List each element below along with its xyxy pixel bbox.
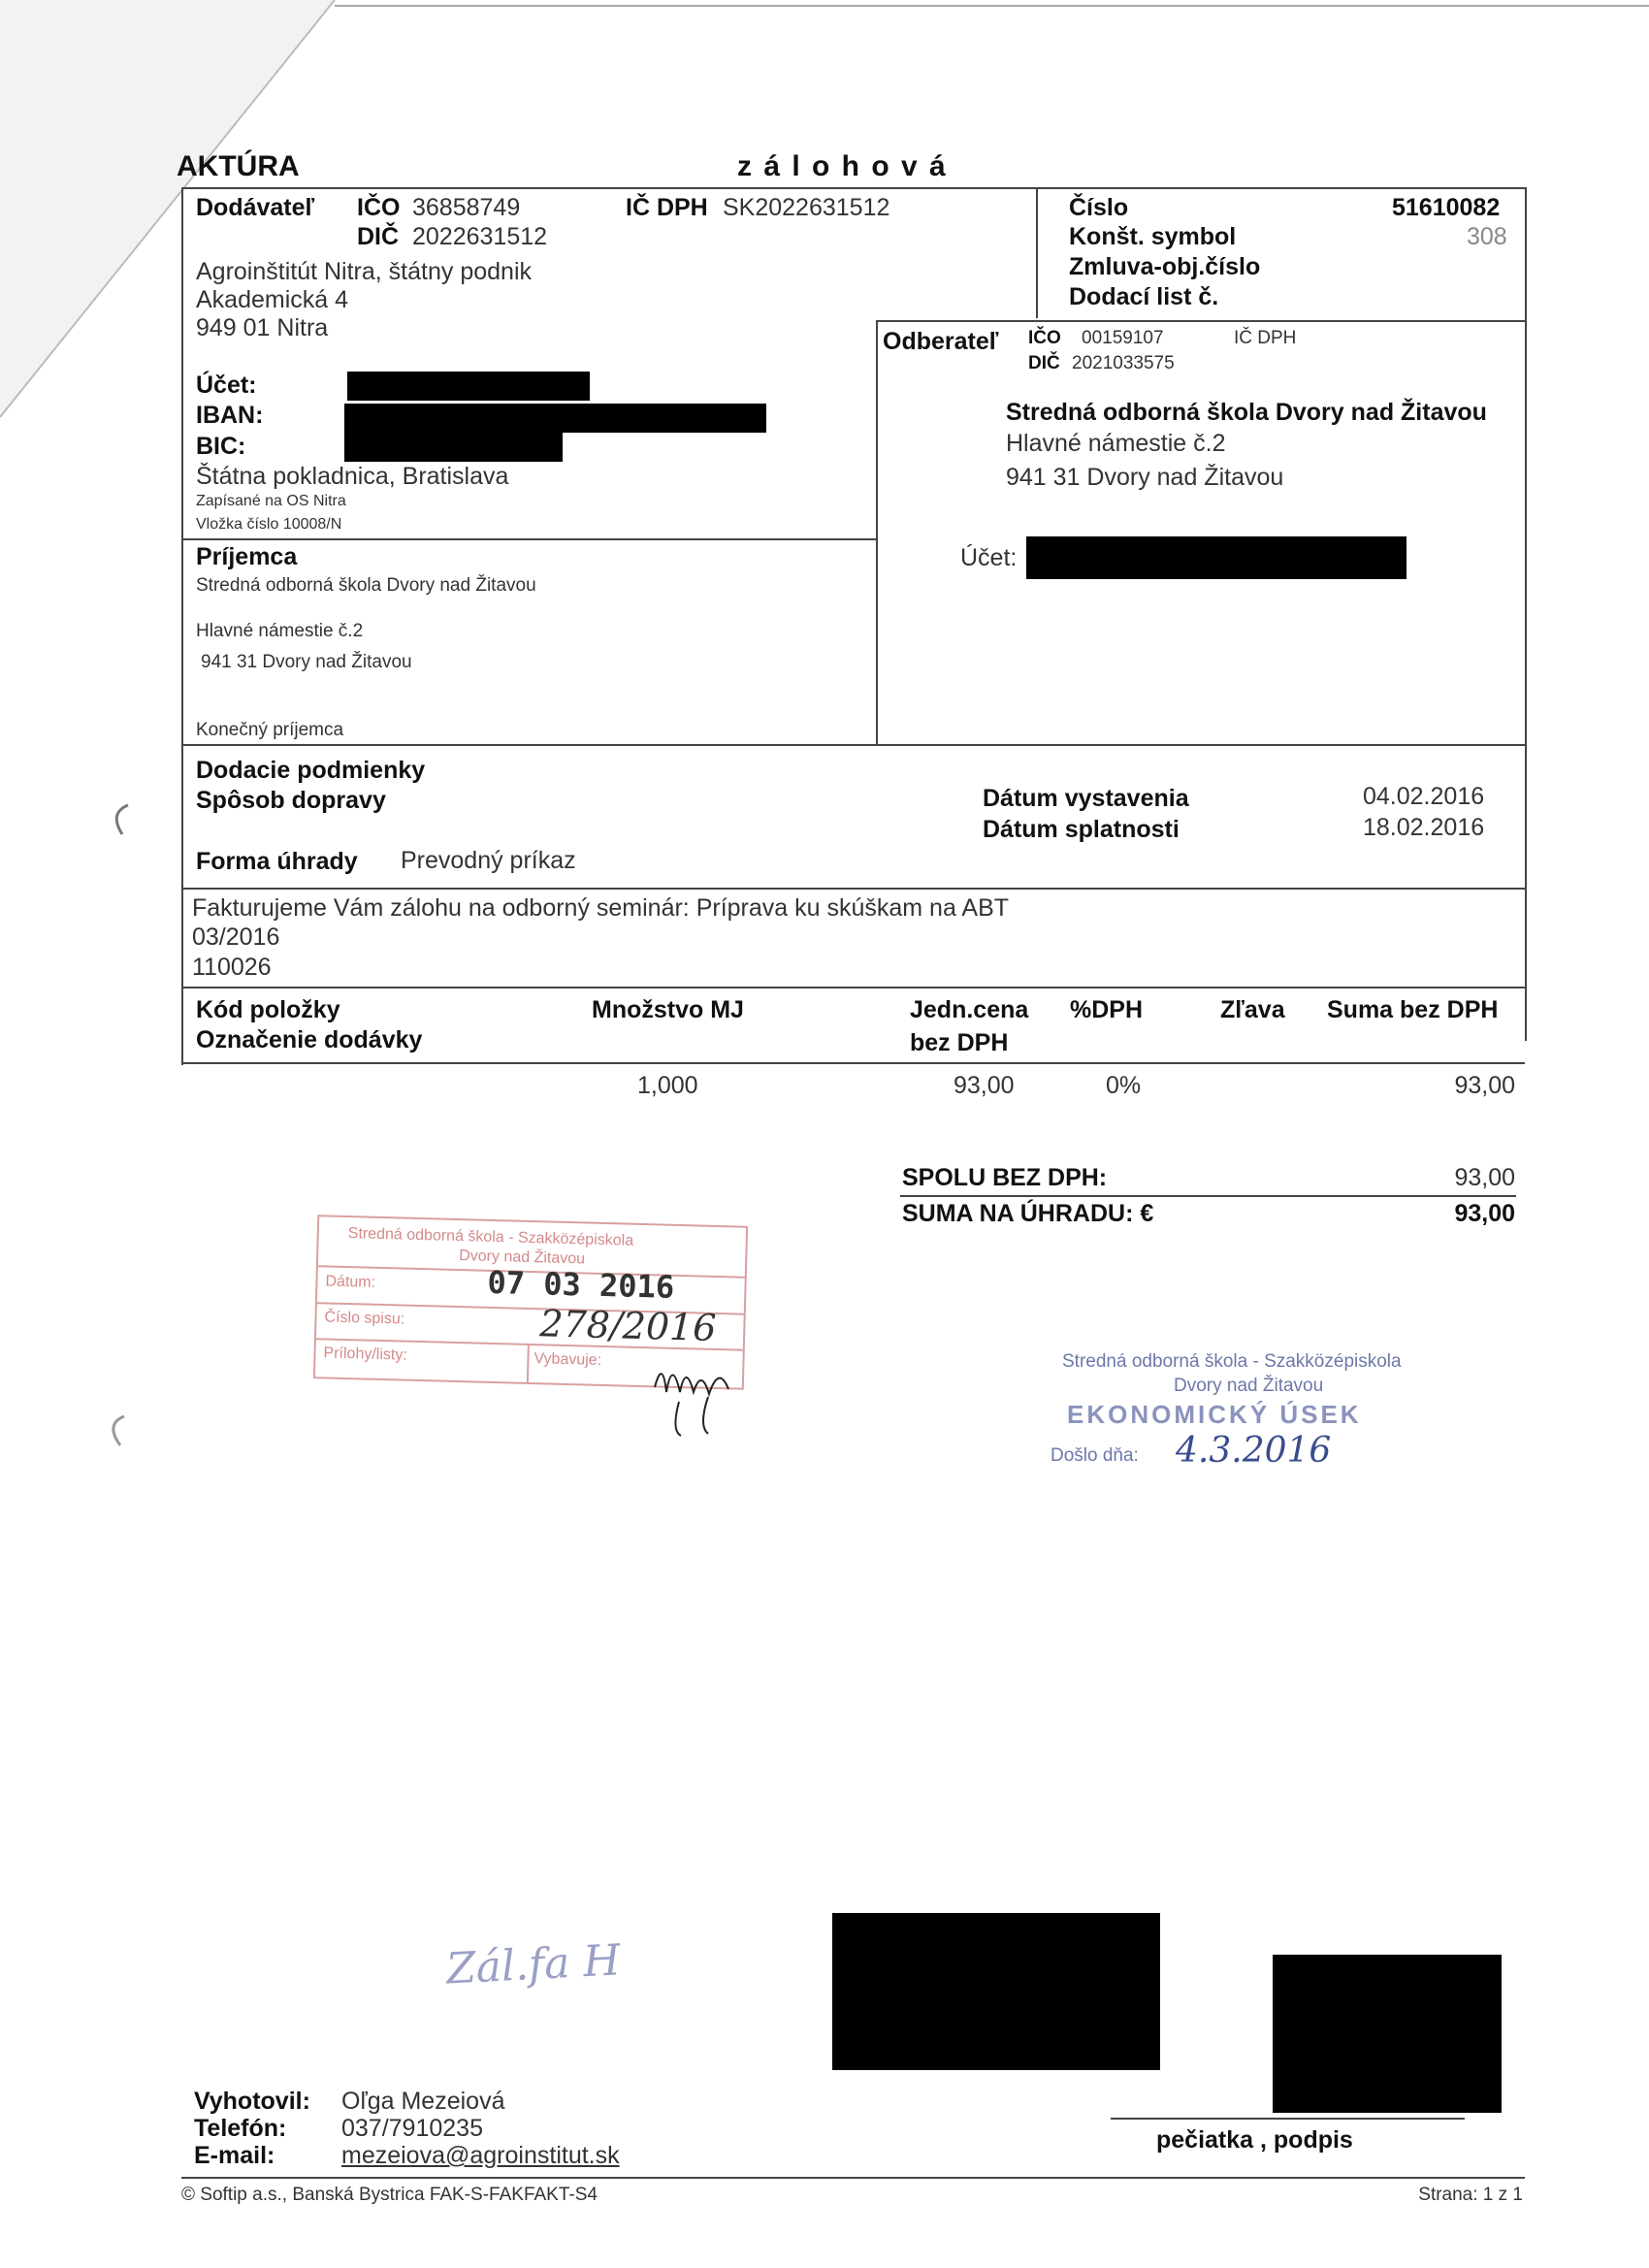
handler-initials-signature	[640, 1344, 747, 1441]
footer-divider	[181, 2177, 1525, 2179]
supplier-iban-label: IBAN:	[196, 402, 264, 429]
issue-date: 04.02.2016	[1363, 783, 1485, 810]
items-header-vat: %DPH	[1070, 996, 1144, 1023]
items-header-code: Kód položky	[196, 996, 340, 1023]
frame-terms-top	[181, 744, 1525, 746]
description-line3: 110026	[192, 954, 272, 981]
supplier-bank: Štátna pokladnica, Bratislava	[196, 463, 509, 490]
registry-stamp-school: Stredná odborná škola - Szakközépiskola	[347, 1225, 634, 1249]
transport-label: Spôsob dopravy	[196, 787, 386, 814]
email-link[interactable]: mezeiova@agroinstitut.sk	[341, 2142, 620, 2169]
phone: 037/7910235	[341, 2115, 483, 2142]
supplier-icdph: SK2022631512	[723, 194, 890, 221]
customer-label: Odberateľ	[883, 328, 999, 355]
frame-customer-top	[876, 320, 1526, 322]
frame-items-top	[181, 987, 1525, 988]
invoice-number: 51610082	[1392, 194, 1501, 221]
total-due-label: SUMA NA ÚHRADU: €	[902, 1200, 1154, 1227]
supplier-registration: Zapísané na OS Nitra	[196, 493, 346, 509]
items-header-discount: Zľava	[1220, 996, 1285, 1023]
subtotal: 93,00	[1454, 1164, 1515, 1191]
registry-stamp-date: 07 03 2016	[487, 1263, 675, 1306]
registry-stamp-date-label: Dátum:	[325, 1273, 376, 1291]
software-credit: © Softip a.s., Banská Bystrica FAK-S-FAKFAKT-S4	[181, 2185, 598, 2205]
invoice-subtitle: z á l o h o v á	[737, 150, 948, 182]
page-number: Strana: 1 z 1	[1418, 2185, 1523, 2205]
prepared-by-label: Vyhotovil:	[194, 2088, 310, 2115]
invoice-number-label: Číslo	[1069, 194, 1129, 221]
customer-dic: 2021033575	[1072, 353, 1175, 373]
items-header-amount: Suma bez DPH	[1327, 996, 1499, 1023]
due-date-label: Dátum splatnosti	[983, 816, 1180, 843]
recipient-street: Hlavné námestie č.2	[196, 621, 364, 641]
item-amount: 93,00	[1454, 1072, 1515, 1099]
item-quantity: 1,000	[637, 1072, 698, 1099]
supplier-dic: 2022631512	[412, 223, 548, 250]
frame-customer-left	[876, 320, 878, 744]
redacted-signature	[1273, 1955, 1502, 2113]
registry-stamp-attachments-label: Prílohy/listy:	[323, 1345, 407, 1364]
constant-symbol-label: Konšt. symbol	[1069, 223, 1237, 250]
payment-method: Prevodný príkaz	[401, 847, 576, 874]
invoice-title: AKTÚRA	[177, 150, 300, 182]
handwritten-note: Zál.fa H	[444, 1935, 622, 1994]
phone-label: Telefón:	[194, 2115, 287, 2142]
department-stamp-received-date: 4.3.2016	[1176, 1431, 1332, 1471]
customer-ico: 00159107	[1082, 328, 1164, 348]
customer-street: Hlavné námestie č.2	[1006, 430, 1226, 457]
payment-method-label: Forma úhrady	[196, 848, 358, 875]
supplier-ico-label: IČO	[357, 194, 401, 221]
items-header-quantity: Množstvo MJ	[592, 996, 744, 1023]
customer-city: 941 31 Dvory nad Žitavou	[1006, 464, 1284, 491]
supplier-registration-number: Vložka číslo 10008/N	[196, 516, 342, 533]
issue-date-label: Dátum vystavenia	[983, 785, 1189, 812]
department-stamp-school: Stredná odborná škola - Szakközépiskola	[1062, 1351, 1402, 1372]
customer-name: Stredná odborná škola Dvory nad Žitavou	[1006, 399, 1487, 426]
frame-desc-top	[181, 888, 1525, 890]
recipient-label: Príjemca	[196, 543, 298, 570]
items-header-unit-price-note: bez DPH	[910, 1029, 1009, 1056]
customer-ico-label: IČO	[1028, 328, 1061, 348]
final-recipient-label: Konečný príjemca	[196, 720, 344, 740]
contract-number-label: Zmluva-obj.číslo	[1069, 253, 1261, 280]
registry-stamp-file-number: 278/2016	[538, 1302, 717, 1350]
supplier-icdph-label: IČ DPH	[626, 194, 708, 221]
frame-divider-info	[1036, 187, 1038, 318]
supplier-dic-label: DIČ	[357, 223, 400, 250]
registry-stamp-handler-label: Vybavuje:	[534, 1350, 602, 1369]
supplier-ico: 36858749	[412, 194, 521, 221]
redacted-customer-account	[1026, 536, 1406, 579]
redacted-bic	[344, 433, 563, 462]
supplier-street: Akademická 4	[196, 286, 349, 313]
frame-top	[181, 187, 1525, 189]
due-date: 18.02.2016	[1363, 814, 1485, 841]
department-stamp-town: Dvory nad Žitavou	[1174, 1376, 1324, 1396]
signature-label: pečiatka , podpis	[1156, 2126, 1353, 2154]
total-due: 93,00	[1454, 1200, 1515, 1227]
customer-dic-label: DIČ	[1028, 353, 1060, 373]
supplier-bic-label: BIC:	[196, 433, 246, 460]
recipient-name: Stredná odborná škola Dvory nad Žitavou	[196, 575, 536, 596]
item-vat: 0%	[1106, 1072, 1142, 1099]
items-header-description: Označenie dodávky	[196, 1026, 423, 1053]
supplier-ucet-label: Účet:	[196, 372, 257, 399]
supplier-name: Agroinštitút Nitra, štátny podnik	[196, 258, 532, 285]
signature-line	[1111, 2118, 1465, 2120]
description-line2: 03/2016	[192, 923, 280, 951]
items-header-unit-price: Jedn.cena	[910, 996, 1029, 1023]
delivery-terms-label: Dodacie podmienky	[196, 757, 426, 784]
recipient-city: 941 31 Dvory nad Žitavou	[201, 652, 412, 672]
registry-stamp-file-label: Číslo spisu:	[324, 1309, 405, 1328]
item-unit-price: 93,00	[954, 1072, 1015, 1099]
prepared-by: Oľga Mezeiová	[341, 2088, 505, 2115]
email-label: E-mail:	[194, 2142, 275, 2169]
frame-items-header-bottom	[181, 1062, 1525, 1064]
customer-ucet-label: Účet:	[960, 544, 1018, 571]
redacted-stamp	[832, 1913, 1160, 2070]
frame-left	[181, 187, 183, 1065]
redacted-iban	[344, 404, 766, 433]
department-stamp-received-label: Došlo dňa:	[1051, 1445, 1139, 1466]
delivery-note-label: Dodací list č.	[1069, 283, 1219, 310]
registry-stamp-town: Dvory nad Žitavou	[459, 1247, 586, 1268]
customer-icdph-label: IČ DPH	[1234, 328, 1297, 348]
supplier-city: 949 01 Nitra	[196, 314, 329, 341]
supplier-label: Dodávateľ	[196, 194, 315, 221]
redacted-account	[347, 372, 590, 401]
description-line1: Fakturujeme Vám zálohu na odborný seminár: Príprava ku skúškam na ABT	[192, 894, 1010, 922]
frame-recipient-top	[181, 538, 876, 540]
totals-divider	[900, 1195, 1516, 1197]
frame-right	[1525, 187, 1527, 1041]
subtotal-label: SPOLU BEZ DPH:	[902, 1164, 1108, 1191]
constant-symbol: 308	[1467, 223, 1507, 250]
department-stamp-title: EKONOMICKÝ ÚSEK	[1067, 1400, 1362, 1429]
